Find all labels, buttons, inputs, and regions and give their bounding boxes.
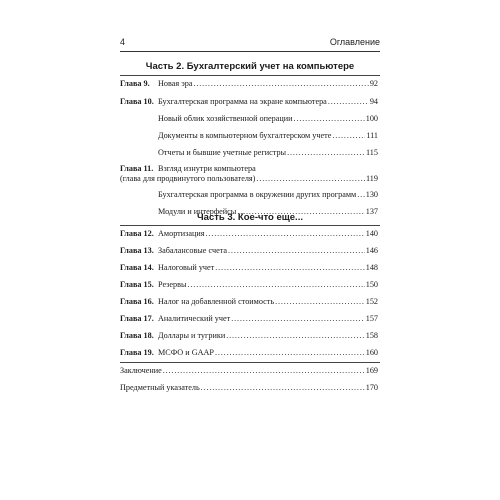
entry-title: Налог на добавленной стоимость — [158, 297, 275, 306]
leader-dots — [332, 131, 365, 141]
toc-subentry[interactable] — [120, 131, 378, 141]
entry-page: 152 — [365, 297, 378, 306]
toc-subentry[interactable] — [120, 114, 378, 124]
toc-entry-ch13[interactable] — [120, 246, 378, 256]
entry-title: Заключение — [120, 366, 162, 375]
entry-title: Бухгалтерская программа на экране компьютера — [158, 97, 327, 106]
entry-title: Амортизация — [158, 229, 205, 238]
leader-dots — [328, 97, 369, 107]
page-number: 4 — [120, 37, 126, 47]
leader-dots — [226, 331, 365, 341]
entry-page: 119 — [366, 174, 378, 183]
leader-dots — [206, 229, 365, 239]
entry-page: 150 — [365, 280, 378, 289]
part-2-title: Часть 2. Бухгалтерский учет на компьютере — [145, 61, 355, 72]
leader-dots — [188, 280, 365, 290]
part-3-title: Часть 3. Кое-что еще... — [197, 212, 303, 223]
toc-entry-ch17[interactable] — [120, 314, 378, 324]
entry-title: Модули и интерфейсы — [158, 207, 237, 216]
leader-dots — [193, 79, 368, 89]
toc-subentry[interactable] — [120, 148, 378, 158]
chapter-label: Глава 10. — [120, 97, 154, 106]
chapter-label: Глава 16. — [120, 297, 154, 306]
entry-title: Предметный указатель — [120, 383, 200, 392]
back-matter-rule — [120, 362, 380, 363]
entry-title: Документы в компьютерном бухгалтерском учете — [158, 131, 332, 140]
leader-dots — [201, 383, 365, 393]
chapter-label: Глава 11. — [120, 164, 154, 173]
toc-entry-ch9[interactable] — [120, 79, 378, 89]
entry-page: 169 — [365, 366, 378, 375]
leader-dots — [163, 366, 365, 376]
entry-page: 160 — [365, 348, 378, 357]
toc-entry-conclusion[interactable] — [120, 366, 378, 376]
chapter-label: Глава 13. — [120, 246, 154, 255]
toc-entry-ch12[interactable] — [120, 229, 378, 239]
toc-subentry[interactable] — [120, 190, 378, 200]
entry-title: Налоговый учет — [158, 263, 215, 272]
entry-page: 157 — [365, 314, 378, 323]
entry-title: МСФО и GAAP — [158, 348, 214, 357]
running-title: Оглавление — [329, 37, 380, 47]
entry-title: Бухгалтерская программа в окружении других программ — [158, 190, 357, 199]
toc-entry-ch14[interactable] — [120, 263, 378, 273]
leader-dots — [287, 148, 365, 158]
toc-entry-ch16[interactable] — [120, 297, 378, 307]
entry-page: 148 — [365, 263, 378, 272]
toc-entry-ch18[interactable] — [120, 331, 378, 341]
chapter-label: Глава 18. — [120, 331, 154, 340]
entry-page: 170 — [365, 383, 378, 392]
leader-dots — [215, 348, 365, 358]
entry-page: 137 — [365, 207, 378, 216]
entry-page: 115 — [366, 148, 378, 157]
entry-page: 92 — [369, 79, 378, 88]
entry-page: 94 — [369, 97, 378, 106]
entry-title: Взгляд изнутри компьютера — [158, 164, 256, 173]
leader-dots — [294, 114, 365, 124]
leader-dots — [228, 246, 365, 256]
running-header — [120, 33, 380, 52]
toc-entry-ch15[interactable] — [120, 280, 378, 290]
chapter-label: Глава 15. — [120, 280, 154, 289]
toc-entry-ch19[interactable] — [120, 348, 378, 358]
toc-entry-ch11[interactable] — [120, 164, 378, 184]
leader-dots — [275, 297, 365, 307]
part-2-rule-top — [120, 75, 380, 76]
chapter-label: Глава 14. — [120, 263, 154, 272]
entry-title: Забалансовые счета — [158, 246, 228, 255]
entry-page: 100 — [365, 114, 378, 123]
entry-title: Новая эра — [158, 79, 193, 88]
leader-dots — [357, 190, 365, 200]
chapter-label: Глава 9. — [120, 79, 150, 88]
toc-entry-index[interactable] — [120, 383, 378, 393]
entry-title: Резервы — [158, 280, 187, 289]
entry-page: 146 — [365, 246, 378, 255]
entry-title: Доллары и тугрики — [158, 331, 226, 340]
entry-page: 111 — [366, 131, 378, 140]
entry-title: Аналитический учет — [158, 314, 231, 323]
toc-entry-ch10[interactable] — [120, 97, 378, 107]
entry-title: Новый облик хозяйственной операции — [158, 114, 293, 123]
chapter-label: Глава 17. — [120, 314, 154, 323]
leader-dots — [231, 314, 364, 324]
entry-page: 130 — [365, 190, 378, 199]
leader-dots — [256, 174, 365, 184]
entry-title: Отчеты и бывшие учетные регистры — [158, 148, 287, 157]
chapter-label: Глава 19. — [120, 348, 154, 357]
entry-page: 140 — [365, 229, 378, 238]
leader-dots — [215, 263, 364, 273]
chapter-label: Глава 12. — [120, 229, 154, 238]
entry-title-continued: (глава для продвинутого пользователя) — [120, 174, 256, 183]
part-3-rule-top — [120, 225, 380, 226]
entry-page: 158 — [365, 331, 378, 340]
